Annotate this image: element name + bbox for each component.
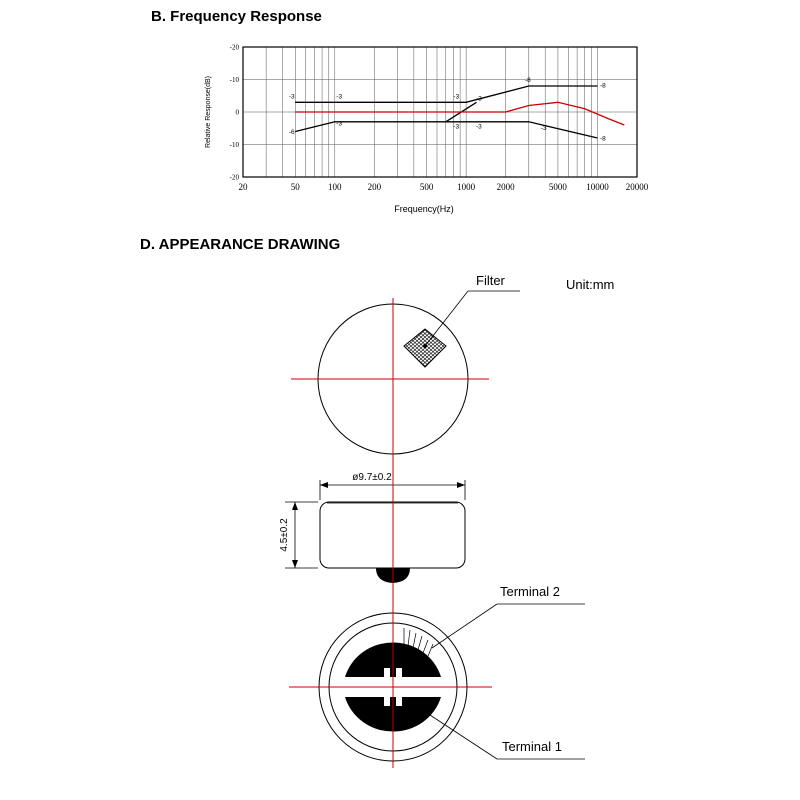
tolerance-label: -3 bbox=[453, 123, 460, 131]
x-tick-label: 500 bbox=[419, 182, 434, 192]
x-axis-label: Frequency(Hz) bbox=[394, 204, 454, 214]
x-tick-label: 10000 bbox=[586, 182, 609, 192]
height-label: 4.5±0.2 bbox=[279, 518, 290, 552]
tolerance-label: -8 bbox=[600, 82, 606, 90]
terminal-2-label: Terminal 2 bbox=[500, 584, 560, 599]
terminal-2-leader bbox=[432, 604, 497, 648]
filter-leader-line bbox=[425, 291, 468, 346]
tolerance-label: -3 bbox=[540, 124, 547, 132]
x-tick-label: 5000 bbox=[548, 182, 567, 192]
unit-label: Unit:mm bbox=[566, 277, 615, 292]
tolerance-label: -8 bbox=[524, 77, 531, 85]
x-tick-label: 100 bbox=[328, 182, 342, 192]
y-tick-label: -10 bbox=[229, 76, 239, 84]
terminal-1-leader bbox=[430, 715, 497, 759]
filter-label: Filter bbox=[476, 273, 505, 288]
tolerance-label: -6 bbox=[288, 129, 295, 137]
x-tick-label: 50 bbox=[290, 182, 300, 192]
bottom-view bbox=[319, 584, 585, 761]
y-tick-label: -10 bbox=[229, 141, 239, 149]
frequency-response-heading: B. Frequency Response bbox=[151, 8, 322, 25]
side-view bbox=[279, 472, 465, 583]
tolerance-label: -3 bbox=[475, 123, 482, 131]
tolerance-label: -8 bbox=[600, 135, 606, 143]
y-tick-label: -20 bbox=[229, 43, 239, 52]
tolerance-label: -3 bbox=[453, 93, 460, 101]
top-view bbox=[318, 273, 614, 454]
tolerance-label: -3 bbox=[475, 95, 482, 103]
x-tick-label: 20000 bbox=[625, 182, 649, 192]
tolerance-label: -3 bbox=[336, 120, 343, 128]
x-tick-label: 20 bbox=[238, 182, 248, 192]
tolerance-label: -3 bbox=[336, 93, 343, 101]
y-tick-label: -20 bbox=[229, 173, 239, 182]
y-axis-label: Relative Response(dB) bbox=[205, 76, 212, 148]
x-tick-label: 1000 bbox=[457, 182, 476, 192]
x-tick-label: 200 bbox=[367, 182, 382, 192]
y-tick-label: 0 bbox=[235, 108, 239, 117]
diameter-label: ø9.7±0.2 bbox=[352, 472, 392, 483]
filter-mesh bbox=[372, 329, 478, 367]
appearance-drawing-heading: D. APPEARANCE DRAWING bbox=[140, 236, 341, 253]
x-tick-label: 2000 bbox=[496, 182, 515, 192]
terminal-1-label: Terminal 1 bbox=[502, 739, 562, 754]
tolerance-label: -3 bbox=[288, 93, 295, 101]
